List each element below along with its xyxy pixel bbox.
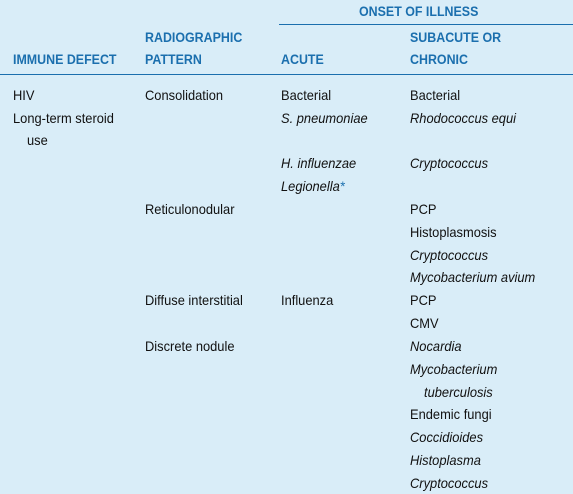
chronic-endemic-fungi: Endemic fungi (410, 406, 492, 422)
acute-legionella (281, 178, 345, 194)
chronic-histoplasma: Histoplasma (410, 452, 481, 468)
pattern-diffuse-interstitial: Diffuse interstitial (145, 292, 243, 308)
chronic-bacterial: Bacterial (410, 87, 461, 103)
col-acute: ACUTE (281, 52, 324, 67)
defect-steroid-line2: use (27, 132, 48, 148)
chronic-cmv: CMV (410, 315, 439, 331)
onset-of-illness-label: ONSET OF ILLNESS (359, 4, 479, 19)
defect-steroid-line1: Long-term steroid (13, 110, 114, 126)
chronic-cryptococcus-2: Cryptococcus (410, 247, 489, 263)
chronic-cryptococcus-3: Cryptococcus (410, 475, 489, 491)
col-chronic-line1: SUBACUTE OR (410, 30, 502, 45)
chronic-rhodococcus: Rhodococcus equi (410, 110, 516, 126)
acute-h-influenzae: H. influenzae (281, 155, 357, 171)
chronic-histoplasmosis: Histoplasmosis (410, 224, 497, 240)
chronic-pcp-1: PCP (410, 201, 437, 217)
pattern-consolidation: Consolidation (145, 87, 224, 103)
chronic-nocardia: Nocardia (410, 338, 462, 354)
defect-hiv: HIV (13, 87, 35, 103)
col-pattern-line2: PATTERN (145, 52, 202, 67)
col-immune-defect: IMMUNE DEFECT (13, 52, 117, 67)
header-rule (0, 74, 573, 75)
chronic-mycobacterium-line1: Mycobacterium (410, 361, 498, 377)
pattern-reticulonodular: Reticulonodular (145, 201, 235, 217)
col-chronic-line2: CHRONIC (410, 52, 468, 67)
chronic-mycobacterium-line2: tuberculosis (424, 384, 493, 400)
chronic-pcp-2: PCP (410, 292, 437, 308)
footnote-asterisk[interactable]: * (339, 178, 345, 194)
acute-bacterial: Bacterial (281, 87, 332, 103)
chronic-coccidioides: Coccidioides (410, 429, 484, 445)
legionella-text: Legionella (281, 178, 340, 194)
chronic-cryptococcus-1: Cryptococcus (410, 155, 489, 171)
acute-influenza: Influenza (281, 292, 334, 308)
chronic-mycobacterium-avium: Mycobacterium avium (410, 269, 536, 285)
acute-s-pneumoniae: S. pneumoniae (281, 110, 368, 126)
pattern-discrete-nodule: Discrete nodule (145, 338, 235, 354)
col-pattern-line1: RADIOGRAPHIC (145, 30, 243, 45)
group-rule (279, 24, 573, 25)
